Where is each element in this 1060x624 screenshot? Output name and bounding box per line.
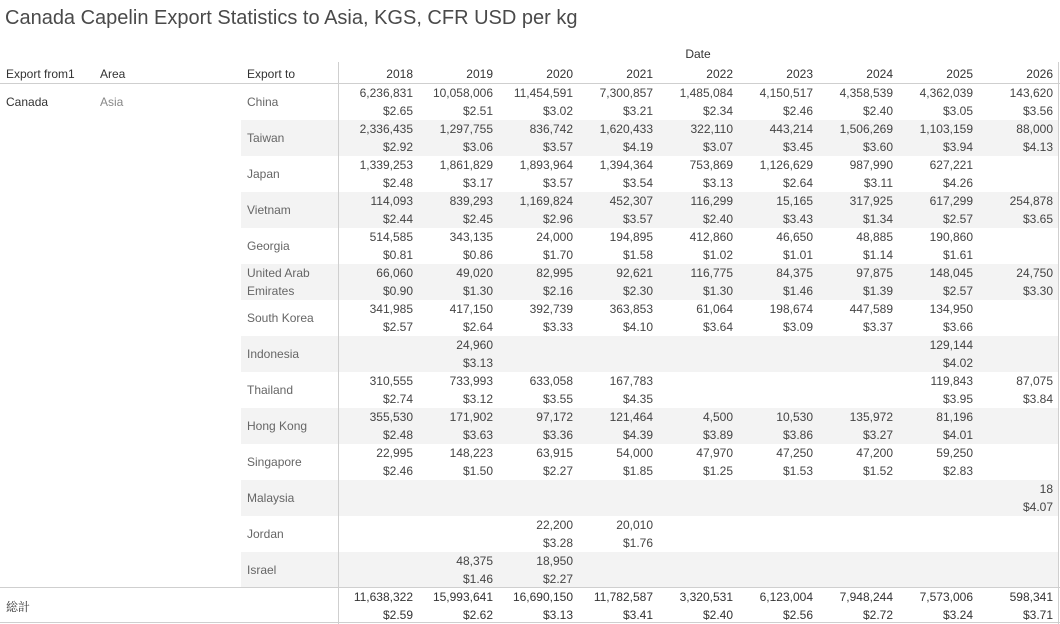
cell-quantity: 129,144 [929, 338, 973, 352]
cell-price: $1.53 [782, 464, 813, 478]
cell-price: $2.51 [462, 104, 493, 118]
cell-quantity: 4,500 [702, 410, 733, 424]
total-price: $2.72 [862, 608, 893, 622]
cell-quantity: 121,464 [609, 410, 653, 424]
cell-quantity: 4,150,517 [759, 86, 813, 100]
cell-quantity: 119,843 [930, 374, 973, 388]
country-label: Japan [247, 167, 280, 181]
total-price: $3.71 [1022, 608, 1053, 622]
cell-quantity: 1,103,159 [919, 122, 973, 136]
cell-price: $2.96 [542, 212, 573, 226]
cell-price: $3.89 [702, 428, 733, 442]
cell-price: $1.76 [622, 536, 653, 550]
cell-quantity: 135,972 [849, 410, 893, 424]
country-label: Singapore [247, 455, 302, 469]
cell-price: $3.56 [1022, 104, 1053, 118]
cell-price: $3.94 [942, 140, 973, 154]
cell-quantity: 443,214 [769, 122, 813, 136]
cell-quantity: 59,250 [936, 446, 973, 460]
total-price: $2.59 [382, 608, 413, 622]
cell-price: $3.17 [462, 176, 493, 190]
cell-price: $1.25 [702, 464, 733, 478]
cell-price: $3.30 [1022, 284, 1053, 298]
cell-price: $1.85 [622, 464, 653, 478]
cell-quantity: 134,950 [929, 302, 973, 316]
cell-quantity: 171,902 [449, 410, 493, 424]
cell-quantity: 167,783 [609, 374, 653, 388]
cell-price: $3.13 [462, 356, 493, 370]
cell-quantity: 1,339,253 [359, 158, 413, 172]
total-quantity: 11,638,322 [353, 590, 413, 604]
cell-price: $3.02 [542, 104, 573, 118]
cell-price: $3.66 [942, 320, 973, 334]
total-quantity: 7,948,244 [839, 590, 893, 604]
cell-quantity: 447,589 [849, 302, 893, 316]
cell-quantity: 114,093 [370, 194, 413, 208]
cell-quantity: 4,358,539 [839, 86, 893, 100]
cell-price: $3.57 [622, 212, 653, 226]
cell-price: $4.10 [622, 320, 653, 334]
cell-price: $0.86 [462, 248, 493, 262]
area-value: Asia [100, 95, 124, 109]
cell-quantity: 363,853 [609, 302, 653, 316]
cell-quantity: 317,925 [849, 194, 893, 208]
country-label: Malaysia [247, 491, 295, 505]
country-label: Indonesia [247, 347, 300, 361]
country-label: Vietnam [247, 203, 291, 217]
cell-quantity: 24,000 [536, 230, 573, 244]
export-from-value: Canada [6, 95, 49, 109]
country-label-line: United Arab [247, 266, 310, 280]
cell-price: $2.40 [862, 104, 893, 118]
cell-quantity: 20,010 [616, 518, 653, 532]
cell-quantity: 148,223 [449, 446, 493, 460]
cell-price: $2.30 [622, 284, 653, 298]
cell-price: $2.34 [702, 104, 733, 118]
right-edge [1058, 62, 1059, 624]
cell-quantity: 61,064 [696, 302, 733, 316]
cell-quantity: 49,020 [456, 266, 493, 280]
cell-price: $3.11 [863, 176, 893, 190]
cell-quantity: 46,650 [776, 230, 813, 244]
cell-quantity: 24,960 [456, 338, 493, 352]
cell-quantity: 97,875 [856, 266, 893, 280]
cell-price: $3.37 [862, 320, 893, 334]
cell-price: $3.57 [542, 140, 573, 154]
cell-quantity: 84,375 [776, 266, 813, 280]
cell-quantity: 54,000 [616, 446, 653, 460]
cell-quantity: 116,775 [690, 266, 733, 280]
grand-total-label: 総計 [6, 600, 31, 614]
cell-quantity: 417,150 [449, 302, 493, 316]
country-label: Taiwan [247, 131, 285, 145]
cell-price: $3.64 [702, 320, 733, 334]
row-band [241, 552, 1059, 588]
total-price: $3.41 [622, 608, 653, 622]
cell-price: $2.46 [782, 104, 813, 118]
cell-price: $3.60 [862, 140, 893, 154]
cell-price: $3.36 [542, 428, 573, 442]
cell-price: $3.06 [462, 140, 493, 154]
cell-quantity: 6,236,831 [359, 86, 413, 100]
cell-price: $1.70 [542, 248, 573, 262]
year-header: 2023 [786, 67, 813, 81]
country-label: Georgia [247, 239, 290, 253]
country-label [247, 264, 337, 300]
cell-quantity: 753,869 [689, 158, 733, 172]
year-header: 2020 [546, 67, 573, 81]
cell-quantity: 82,995 [536, 266, 573, 280]
cell-price: $2.92 [382, 140, 413, 154]
cell-quantity: 190,860 [929, 230, 973, 244]
cell-price: $3.65 [1022, 212, 1053, 226]
cell-price: $4.07 [1022, 500, 1053, 514]
cell-quantity: 66,060 [376, 266, 413, 280]
cell-quantity: 836,742 [529, 122, 573, 136]
total-price: $2.56 [782, 608, 813, 622]
cell-price: $2.46 [382, 464, 413, 478]
total-quantity: 598,341 [1009, 590, 1053, 604]
cell-quantity: 1,169,824 [519, 194, 573, 208]
cell-price: $3.86 [782, 428, 813, 442]
cell-quantity: 514,585 [369, 230, 413, 244]
cell-quantity: 47,970 [696, 446, 733, 460]
year-header: 2022 [706, 67, 733, 81]
cell-quantity: 4,362,039 [919, 86, 973, 100]
cell-price: $1.58 [622, 248, 653, 262]
cell-price: $4.26 [942, 176, 973, 190]
cell-quantity: 627,221 [929, 158, 973, 172]
cell-quantity: 47,200 [856, 446, 893, 460]
cell-quantity: 87,075 [1016, 374, 1053, 388]
cell-price: $2.48 [382, 176, 413, 190]
cell-quantity: 1,861,829 [439, 158, 493, 172]
cell-price: $3.54 [622, 176, 653, 190]
cell-price: $3.27 [862, 428, 893, 442]
cell-price: $1.52 [862, 464, 893, 478]
cell-price: $2.48 [382, 428, 413, 442]
cell-quantity: 1,485,084 [679, 86, 733, 100]
cell-quantity: 343,135 [449, 230, 493, 244]
cell-price: $3.12 [462, 392, 493, 406]
cell-price: $1.14 [862, 248, 893, 262]
cell-price: $2.27 [542, 464, 573, 478]
cell-price: $3.28 [542, 536, 573, 550]
cell-quantity: 1,620,433 [599, 122, 653, 136]
total-price: $2.62 [462, 608, 493, 622]
year-header: 2021 [626, 67, 653, 81]
cell-price: $4.13 [1022, 140, 1053, 154]
cell-price: $1.46 [782, 284, 813, 298]
cell-price: $2.83 [942, 464, 973, 478]
row-band [241, 480, 1059, 516]
cell-quantity: 48,885 [856, 230, 893, 244]
total-quantity: 7,573,006 [919, 590, 973, 604]
cell-price: $1.50 [462, 464, 493, 478]
cell-quantity: 1,506,269 [839, 122, 893, 136]
cell-price: $4.39 [622, 428, 653, 442]
cell-quantity: 1,297,755 [439, 122, 493, 136]
cell-quantity: 48,375 [456, 554, 493, 568]
total-quantity: 16,690,150 [512, 590, 573, 604]
cell-price: $1.01 [782, 248, 813, 262]
cell-price: $2.44 [382, 212, 413, 226]
cell-price: $3.09 [782, 320, 813, 334]
cell-price: $3.21 [622, 104, 653, 118]
cell-price: $4.02 [942, 356, 973, 370]
cell-price: $0.90 [382, 284, 413, 298]
cell-quantity: 22,995 [376, 446, 413, 460]
cell-quantity: 633,058 [529, 374, 573, 388]
cell-quantity: 194,895 [609, 230, 653, 244]
date-column-header: Date [685, 47, 711, 61]
cell-price: $2.45 [462, 212, 493, 226]
country-label: Thailand [247, 383, 294, 397]
cell-quantity: 88,000 [1016, 122, 1053, 136]
cell-price: $2.65 [382, 104, 413, 118]
country-label: Israel [247, 563, 277, 577]
cell-price: $4.35 [622, 392, 653, 406]
cell-quantity: 11,454,591 [513, 86, 573, 100]
cell-price: $2.64 [462, 320, 493, 334]
cell-quantity: 63,915 [536, 446, 573, 460]
cell-price: $3.84 [1022, 392, 1053, 406]
cell-price: $1.39 [862, 284, 893, 298]
cell-price: $3.13 [702, 176, 733, 190]
cell-quantity: 452,307 [609, 194, 653, 208]
cell-quantity: 1,126,629 [759, 158, 813, 172]
cell-quantity: 322,110 [690, 122, 733, 136]
cell-price: $2.57 [942, 284, 973, 298]
cell-quantity: 116,299 [690, 194, 733, 208]
cell-quantity: 10,530 [776, 410, 813, 424]
cell-price: $3.43 [782, 212, 813, 226]
cell-quantity: 148,045 [929, 266, 973, 280]
cell-price: $3.05 [942, 104, 973, 118]
cell-quantity: 18 [1039, 482, 1053, 496]
cell-quantity: 24,750 [1016, 266, 1053, 280]
cell-price: $1.46 [462, 572, 493, 586]
cell-quantity: 839,293 [449, 194, 493, 208]
year-header: 2024 [866, 67, 893, 81]
export-from-header: Export from1 [6, 67, 75, 81]
cell-quantity: 392,739 [529, 302, 573, 316]
cell-price: $4.01 [942, 428, 973, 442]
export-to-header: Export to [247, 67, 296, 81]
cell-price: $2.57 [382, 320, 413, 334]
cell-price: $1.02 [702, 248, 733, 262]
cell-price: $2.16 [542, 284, 573, 298]
cell-quantity: 1,893,964 [519, 158, 573, 172]
cell-price: $0.81 [382, 248, 413, 262]
cell-price: $3.63 [462, 428, 493, 442]
year-header: 2018 [386, 67, 413, 81]
cell-quantity: 617,299 [929, 194, 973, 208]
total-price: $2.40 [702, 608, 733, 622]
cell-quantity: 10,058,006 [432, 86, 493, 100]
cell-price: $1.34 [862, 212, 893, 226]
cell-quantity: 143,620 [1009, 86, 1053, 100]
cell-quantity: 2,336,435 [359, 122, 413, 136]
cell-price: $2.27 [542, 572, 573, 586]
page-title: Canada Capelin Export Statistics to Asia, KGS, CFR USD per kg [5, 7, 578, 29]
cell-quantity: 15,165 [776, 194, 813, 208]
cell-quantity: 22,200 [536, 518, 573, 532]
cell-quantity: 47,250 [776, 446, 813, 460]
total-quantity: 6,123,004 [759, 590, 813, 604]
country-label: China [247, 95, 279, 109]
total-quantity: 3,320,531 [679, 590, 733, 604]
cell-price: $3.07 [702, 140, 733, 154]
cell-price: $1.30 [702, 284, 733, 298]
year-header: 2026 [1026, 67, 1053, 81]
cell-quantity: 254,878 [1009, 194, 1053, 208]
cell-quantity: 198,674 [769, 302, 813, 316]
country-label: Hong Kong [247, 419, 308, 433]
total-price: $3.24 [942, 608, 973, 622]
cell-quantity: 310,555 [369, 374, 413, 388]
country-label-line: Emirates [247, 284, 295, 298]
cell-price: $2.57 [942, 212, 973, 226]
cell-price: $1.61 [942, 248, 973, 262]
cell-price: $3.33 [542, 320, 573, 334]
cell-price: $2.40 [702, 212, 733, 226]
cell-quantity: 7,300,857 [599, 86, 653, 100]
country-label: Jordan [247, 527, 284, 541]
cell-price: $1.30 [462, 284, 493, 298]
cell-quantity: 341,985 [369, 302, 413, 316]
cell-price: $3.95 [942, 392, 973, 406]
cell-price: $3.55 [542, 392, 573, 406]
cell-price: $2.64 [782, 176, 813, 190]
total-quantity: 11,782,587 [593, 590, 653, 604]
cell-price: $4.19 [622, 140, 653, 154]
total-quantity: 15,993,641 [432, 590, 493, 604]
cell-quantity: 987,990 [849, 158, 893, 172]
total-price: $3.13 [542, 608, 573, 622]
cell-quantity: 81,196 [936, 410, 973, 424]
cell-quantity: 18,950 [536, 554, 573, 568]
cell-quantity: 92,621 [616, 266, 653, 280]
area-header: Area [100, 67, 126, 81]
year-header: 2025 [946, 67, 973, 81]
cell-quantity: 355,530 [369, 410, 413, 424]
cell-quantity: 1,394,364 [599, 158, 653, 172]
cell-price: $3.57 [542, 176, 573, 190]
year-header: 2019 [466, 67, 493, 81]
cell-price: $3.45 [782, 140, 813, 154]
cell-quantity: 412,860 [689, 230, 733, 244]
country-label: South Korea [247, 311, 314, 325]
cell-quantity: 97,172 [536, 410, 573, 424]
cell-price: $2.74 [382, 392, 413, 406]
cell-quantity: 733,993 [449, 374, 493, 388]
